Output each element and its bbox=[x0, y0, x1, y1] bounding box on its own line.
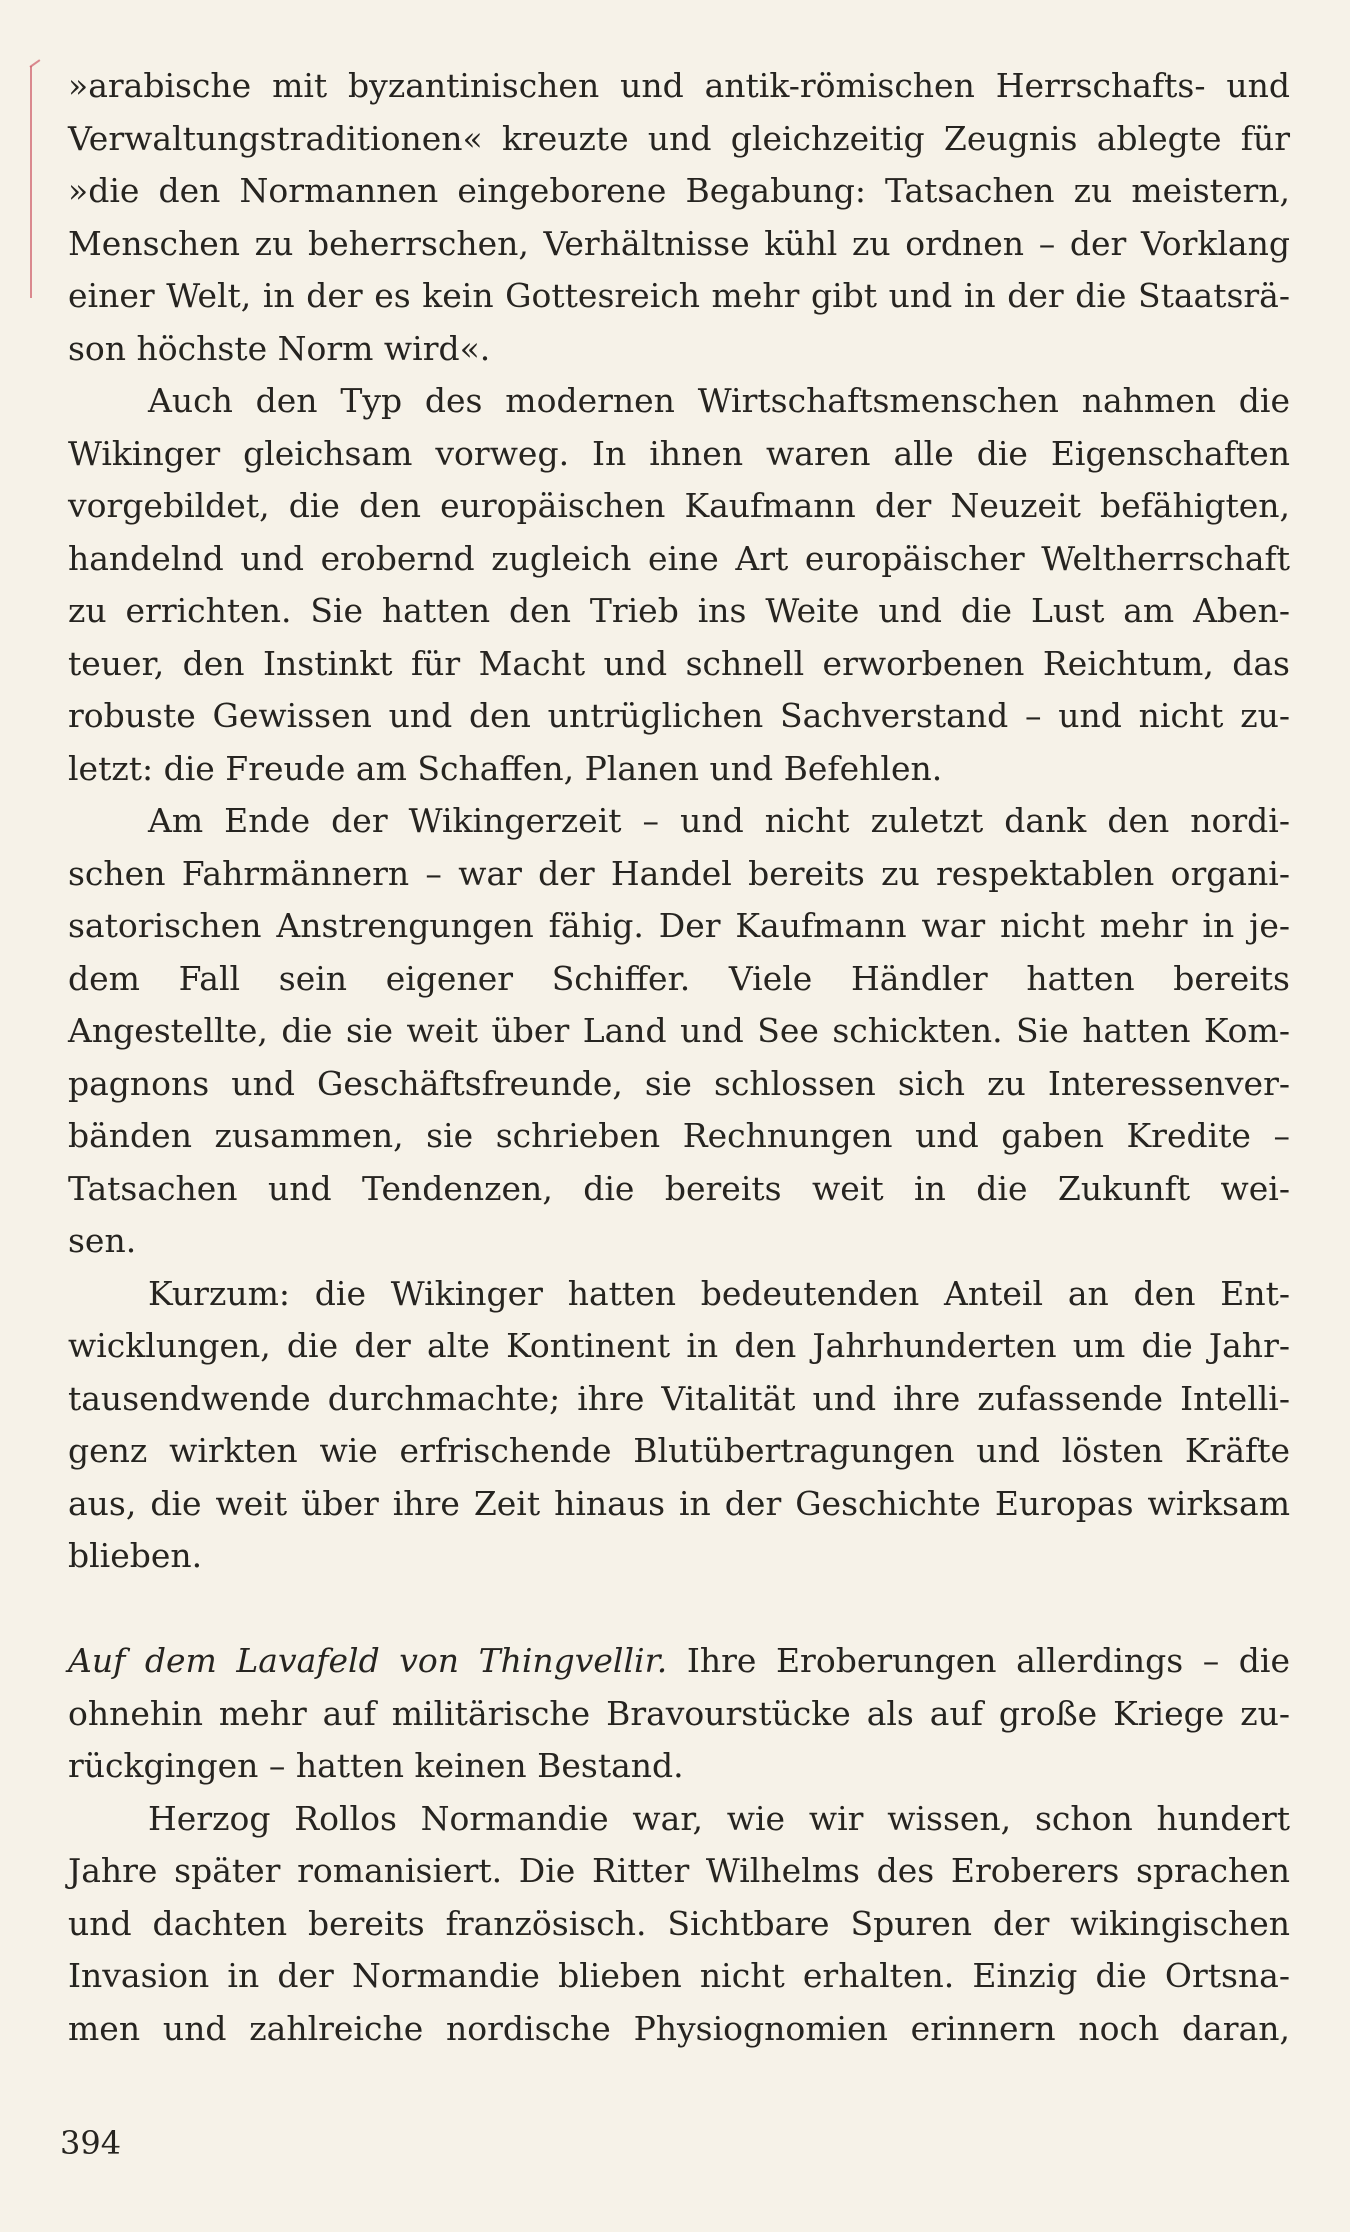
text-fragment: Ihre Eroberungen allerdings – die bbox=[686, 1641, 1290, 1680]
text-line: pagnons und Geschäftsfreunde, sie schlossen sich zu Interessenver- bbox=[68, 1063, 1290, 1103]
paragraph bbox=[68, 375, 1290, 795]
text-line: Invasion in der Normandie blieben nicht erhalten. Einzig die Ortsna- bbox=[68, 1956, 1290, 1995]
text-line: bänden zusammen, sie schrieben Rechnungen und gaben Kredite – bbox=[68, 1116, 1290, 1155]
text-line: »arabische mit byzantinischen und antik-römischen Herrschafts- und bbox=[68, 66, 1290, 105]
text-line: robuste Gewissen und den untrüglichen Sachverstand – und nicht zu- bbox=[68, 696, 1290, 735]
text-line: Kurzum: die Wikinger hatten bedeutenden Anteil an den Ent- bbox=[148, 1273, 1290, 1313]
text-line: Verwaltungstraditionen« kreuzte und gleichzeitig Zeugnis ablegte für bbox=[68, 118, 1290, 158]
text-line: schen Fahrmännern – war der Handel bereits zu respektablen organi- bbox=[68, 853, 1290, 893]
body-text bbox=[68, 60, 1290, 2055]
text-line: einer Welt, in der es kein Gottesreich mehr gibt und in der die Staatsrä- bbox=[68, 276, 1290, 315]
text-line: Jahre später romanisiert. Die Ritter Wilhelms des Eroberers sprachen bbox=[68, 1851, 1290, 1890]
text-line: handelnd und erobernd zugleich eine Art europäischer Weltherrschaft bbox=[68, 538, 1290, 578]
text-line: satorischen Anstrengungen fähig. Der Kaufmann war nicht mehr in je- bbox=[68, 906, 1290, 945]
text-line: dem Fall sein eigener Schiffer. Viele Händler hatten bereits bbox=[68, 958, 1290, 998]
text-line: Wikinger gleichsam vorweg. In ihnen waren alle die Eigenschaften bbox=[68, 433, 1290, 473]
text-line: rückgingen – hatten keinen Bestand. bbox=[68, 1746, 684, 1785]
text-line: Herzog Rollos Normandie war, wie wir wissen, schon hundert bbox=[148, 1798, 1290, 1838]
text-line: men und zahlreiche nordische Physiognomien erinnern noch daran, bbox=[68, 2008, 1290, 2048]
text-line: blieben. bbox=[68, 1536, 203, 1575]
paragraph bbox=[68, 60, 1290, 375]
text-line: tausendwende durchmachte; ihre Vitalität und ihre zufassende Intelli- bbox=[68, 1378, 1290, 1418]
text-line: ohnehin mehr auf militärische Bravourstücke als auf große Kriege zu- bbox=[68, 1693, 1290, 1733]
text-line: vorgebildet, die den europäischen Kaufmann der Neuzeit befähigten, bbox=[68, 486, 1290, 525]
text-line: und dachten bereits französisch. Sichtbare Spuren der wikingischen bbox=[68, 1903, 1290, 1943]
text-line: »die den Normannen eingeborene Begabung: Tatsachen zu meistern, bbox=[68, 171, 1290, 210]
text-line: zu errichten. Sie hatten den Trieb ins Weite und die Lust am Aben- bbox=[68, 591, 1290, 630]
text-line: Tatsachen und Tendenzen, die bereits weit in die Zukunft wei- bbox=[68, 1168, 1290, 1208]
paragraph bbox=[68, 1793, 1290, 2056]
text-line: aus, die weit über ihre Zeit hinaus in der Geschichte Europas wirksam bbox=[68, 1483, 1290, 1523]
text-line: Auch den Typ des modernen Wirtschaftsmenschen nahmen die bbox=[148, 381, 1290, 420]
text-line: son höchste Norm wird«. bbox=[68, 328, 491, 368]
text-line: Am Ende der Wikingerzeit – und nicht zuletzt dank den nordi- bbox=[148, 801, 1290, 840]
text-line: genz wirkten wie erfrischende Blutübertragungen und lösten Kräfte bbox=[68, 1431, 1290, 1470]
margin-pencil-line bbox=[30, 66, 32, 298]
text-line: Angestellte, die sie weit über Land und See schickten. Sie hatten Kom- bbox=[68, 1011, 1290, 1050]
section-heading: Auf dem Lavafeld von Thingvellir. bbox=[68, 1641, 668, 1680]
text-line: teuer, den Instinkt für Macht und schnell erworbenen Reichtum, das bbox=[68, 643, 1290, 683]
text-line: letzt: die Freude am Schaffen, Planen und Befehlen. bbox=[68, 748, 943, 788]
paragraph bbox=[68, 795, 1290, 1268]
text-line bbox=[68, 1635, 1290, 1688]
page-number: 394 bbox=[60, 2124, 122, 2162]
section-paragraph bbox=[68, 1635, 1290, 1793]
text-line: Menschen zu beherrschen, Verhältnisse kühl zu ordnen – der Vorklang bbox=[68, 223, 1290, 263]
text-line: sen. bbox=[68, 1221, 137, 1260]
text-line: wicklungen, die der alte Kontinent in den Jahrhunderten um die Jahr- bbox=[68, 1326, 1290, 1365]
paragraph bbox=[68, 1268, 1290, 1583]
